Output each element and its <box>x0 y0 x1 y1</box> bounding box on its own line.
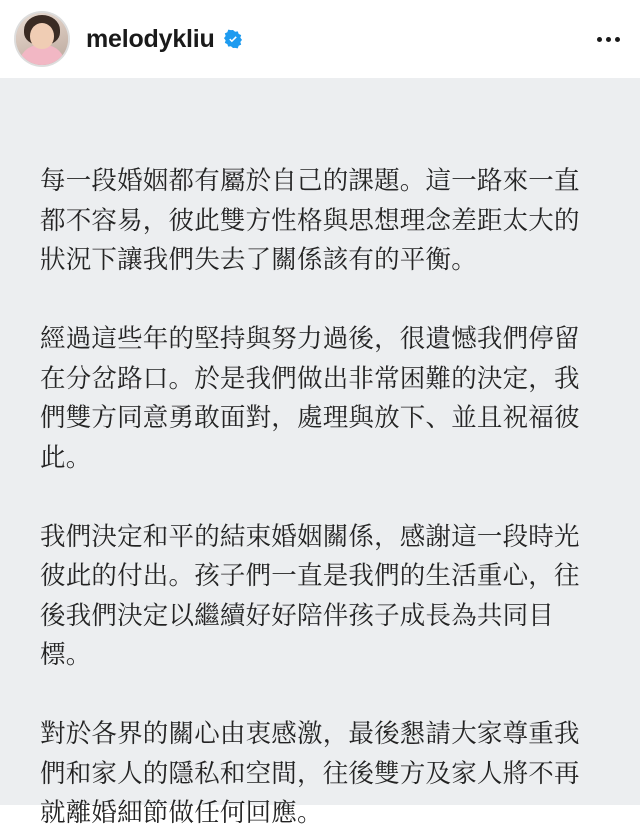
avatar-face <box>30 23 54 49</box>
avatar-image <box>16 13 68 65</box>
more-options-dot <box>615 37 620 42</box>
more-options-button[interactable] <box>595 29 622 50</box>
more-options-dot <box>606 37 611 42</box>
post-text: 每一段婚姻都有屬於自己的課題。這一路來一直都不容易，彼此雙方性格與思想理念差距太大的狀況下讓我們失去了關係該有的平衡。 經過這些年的堅持與努力過後，很遺憾我們停留在分岔路口。於是我們做出非常困難的決定，我們雙方同意勇敢面對，處理與放下、並且祝福彼此。 我們決定和平的結束婚姻關係，感謝這一段時光彼此的付出。孩子們一直是我們的生活重心，往後我們決定以繼續好好陪伴孩子成長為共同目標。 對於各界的關心由衷感激，最後懇請大家尊重我們和家人的隱私和空間，往後雙方及家人將不再就離婚細節做任何回應。 <box>40 166 580 829</box>
username-block[interactable] <box>86 25 243 54</box>
avatar[interactable] <box>14 11 70 67</box>
verified-badge-icon <box>223 29 243 49</box>
post-body <box>0 78 640 829</box>
username-label[interactable]: melodykliu <box>86 24 215 53</box>
more-options-dot <box>597 37 602 42</box>
post-header <box>0 0 640 78</box>
